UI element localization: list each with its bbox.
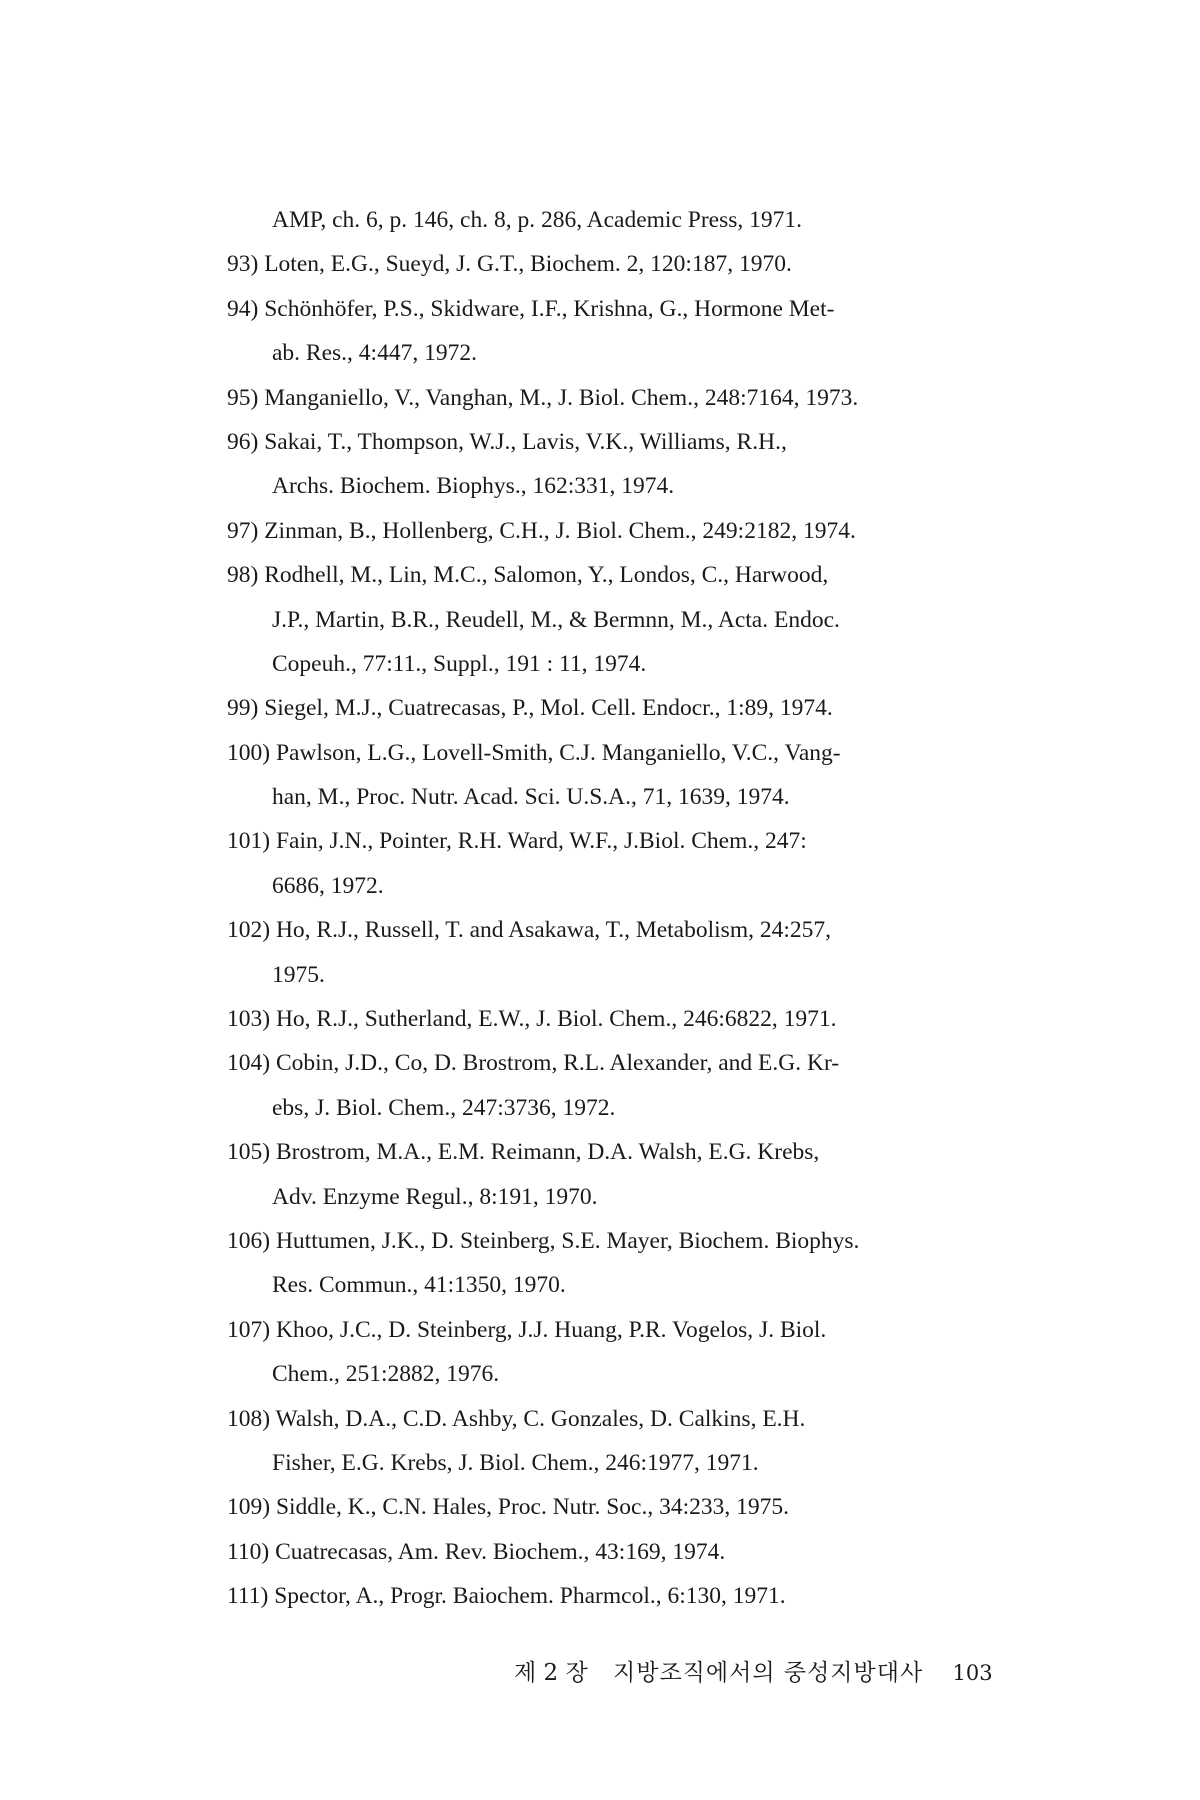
reference-line: han, M., Proc. Nutr. Acad. Sci. U.S.A., 71, 1639, 1974. bbox=[272, 784, 790, 811]
reference-line: J.P., Martin, B.R., Reudell, M., & Bermnn, M., Acta. Endoc. bbox=[272, 606, 840, 633]
reference-line: Adv. Enzyme Regul., 8:191, 1970. bbox=[272, 1183, 598, 1210]
reference-line: Chem., 251:2882, 1976. bbox=[272, 1361, 500, 1388]
reference-line: AMP, ch. 6, p. 146, ch. 8, p. 286, Academic Press, 1971. bbox=[272, 207, 803, 233]
reference-line: Fisher, E.G. Krebs, J. Biol. Chem., 246:1977, 1971. bbox=[272, 1449, 759, 1476]
reference-list bbox=[227, 198, 1027, 1619]
footer-title: 지방조직에서의 중성지방대사 bbox=[613, 1660, 924, 1686]
reference-line: 96) Sakai, T., Thompson, W.J., Lavis, V.K., Williams, R.H., bbox=[227, 428, 787, 455]
reference-line: 103) Ho, R.J., Sutherland, E.W., J. Biol. Chem., 246:6822, 1971. bbox=[227, 1006, 837, 1033]
reference-line: Archs. Biochem. Biophys., 162:331, 1974. bbox=[272, 473, 675, 500]
reference-line: 6686, 1972. bbox=[272, 872, 384, 899]
reference-line: 97) Zinman, B., Hollenberg, C.H., J. Biol. Chem., 249:2182, 1974. bbox=[227, 517, 856, 544]
reference-line: 105) Brostrom, M.A., E.M. Reimann, D.A. Walsh, E.G. Krebs, bbox=[227, 1139, 820, 1166]
reference-line: 106) Huttumen, J.K., D. Steinberg, S.E. Mayer, Biochem. Biophys. bbox=[227, 1227, 860, 1254]
page-number: 103 bbox=[952, 1661, 993, 1685]
reference-line: 101) Fain, J.N., Pointer, R.H. Ward, W.F., J.Biol. Chem., 247: bbox=[227, 828, 807, 855]
reference-line: 95) Manganiello, V., Vanghan, M., J. Biol. Chem., 248:7164, 1973. bbox=[227, 384, 859, 411]
reference-line: 99) Siegel, M.J., Cuatrecasas, P., Mol. Cell. Endocr., 1:89, 1974. bbox=[227, 695, 833, 722]
reference-line: 102) Ho, R.J., Russell, T. and Asakawa, T., Metabolism, 24:257, bbox=[227, 917, 832, 944]
reference-line: 94) Schönhöfer, P.S., Skidware, I.F., Krishna, G., Hormone Met- bbox=[227, 295, 835, 322]
reference-line: 1975. bbox=[272, 961, 325, 988]
footer-chapter: 제 2 장 bbox=[514, 1660, 588, 1686]
reference-line: 100) Pawlson, L.G., Lovell-Smith, C.J. Manganiello, V.C., Vang- bbox=[227, 739, 841, 766]
reference-line: 111) Spector, A., Progr. Baiochem. Pharmcol., 6:130, 1971. bbox=[227, 1583, 786, 1610]
reference-line: Res. Commun., 41:1350, 1970. bbox=[272, 1272, 566, 1299]
reference-line: 98) Rodhell, M., Lin, M.C., Salomon, Y., Londos, C., Harwood, bbox=[227, 562, 829, 589]
reference-line: ebs, J. Biol. Chem., 247:3736, 1972. bbox=[272, 1094, 616, 1121]
reference-line: 107) Khoo, J.C., D. Steinberg, J.J. Huang, P.R. Vogelos, J. Biol. bbox=[227, 1316, 827, 1343]
reference-line: 110) Cuatrecasas, Am. Rev. Biochem., 43:169, 1974. bbox=[227, 1538, 726, 1565]
reference-line: 93) Loten, E.G., Sueyd, J. G.T., Biochem. 2, 120:187, 1970. bbox=[227, 251, 792, 278]
reference-line: ab. Res., 4:447, 1972. bbox=[272, 340, 477, 367]
page-footer bbox=[514, 1658, 994, 1688]
reference-line: 108) Walsh, D.A., C.D. Ashby, C. Gonzales, D. Calkins, E.H. bbox=[227, 1405, 806, 1432]
reference-line: 104) Cobin, J.D., Co, D. Brostrom, R.L. Alexander, and E.G. Kr- bbox=[227, 1050, 840, 1077]
reference-line: Copeuh., 77:11., Suppl., 191 : 11, 1974. bbox=[272, 650, 647, 677]
reference-line: 109) Siddle, K., C.N. Hales, Proc. Nutr. Soc., 34:233, 1975. bbox=[227, 1494, 790, 1521]
